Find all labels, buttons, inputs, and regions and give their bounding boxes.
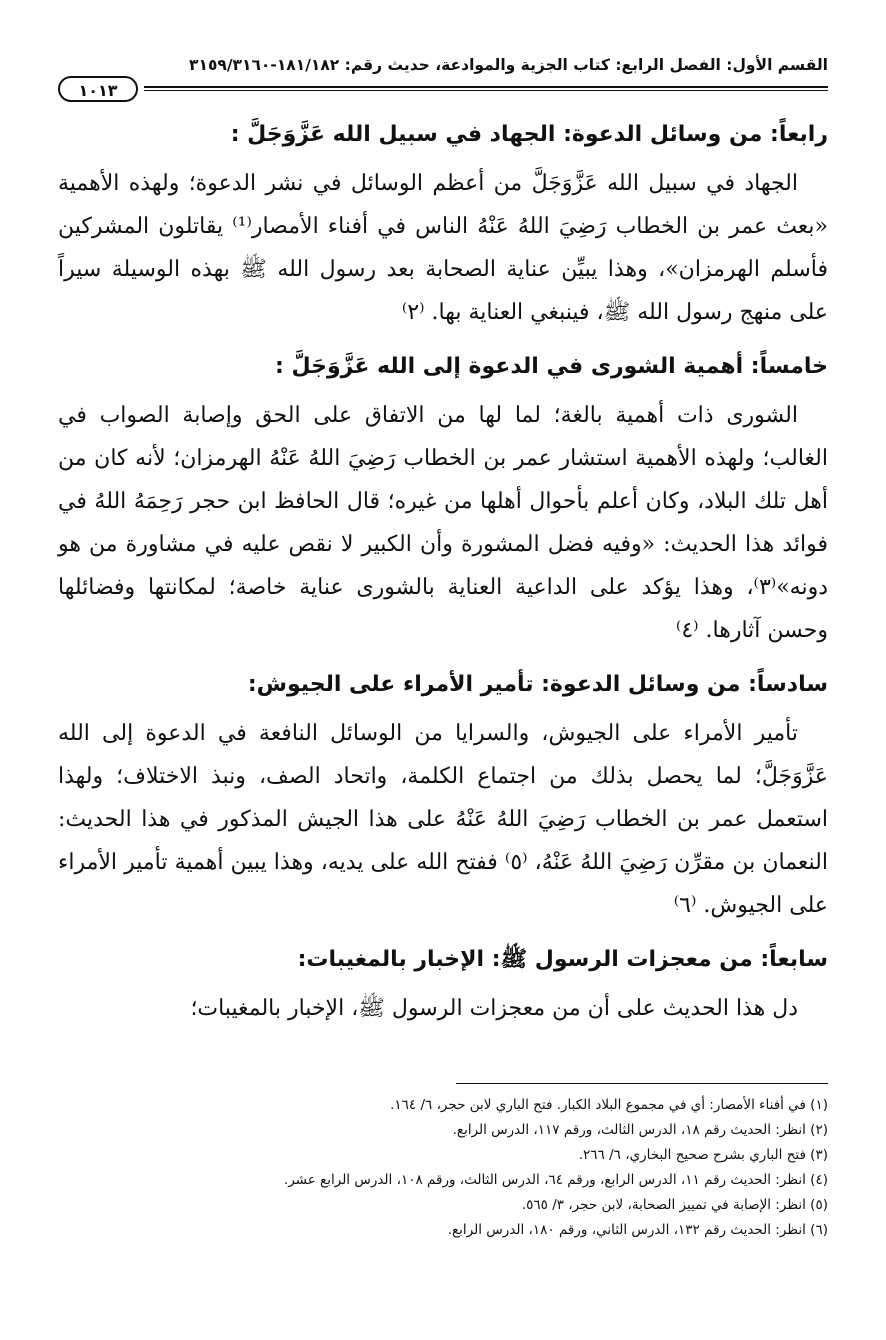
page-number: ١٠١٣ [58,76,138,102]
section-paragraph-4: الجهاد في سبيل الله عَزَّوَجَلَّ من أعظم الوسائل في نشر الدعوة؛ ولهذه الأهمية «بعث عمر بن الخطاب رَضِيَ اللهُ عَنْهُ الناس في أفناء الأمصار⁽¹⁾ يقاتلون المشركين فأسلم الهرمزان»، وهذا يبيِّن عناية الصحابة بعد رسول الله ﷺ بهذه الوسيلة سيراً على منهج رسول الله ﷺ، فينبغي العناية بها. ⁽٢⁾ [58,171,828,325]
footnote-1: (١) في أفناء الأمصار: أي في مجموع البلاد الكبار. فتح الباري لابن حجر، ٦/ ١٦٤. [390,1097,828,1113]
section-paragraph-7: دل هذا الحديث على أن من معجزات الرسول ﷺ، الإخبار بالمغيبات؛ [190,996,798,1021]
footnote-6: (٦) انظر: الحديث رقم ١٣٢، الدرس الثاني، ورقم ١٨٠، الدرس الرابع. [447,1222,828,1238]
section-heading-6: سادساً: من وسائل الدعوة: تأمير الأمراء على الجيوش: [247,672,828,697]
footnote-divider [456,1083,828,1084]
footnote-2: (٢) انظر: الحديث رقم ١٨، الدرس الثالث، ورقم ١١٧، الدرس الرابع. [452,1122,828,1138]
main-text [58,116,828,1044]
header-rule-thin [144,90,828,91]
section-heading-4: رابعاً: من وسائل الدعوة: الجهاد في سبيل الله عَزَّوَجَلَّ : [230,122,828,147]
section-heading-5: خامساً: أهمية الشورى في الدعوة إلى الله عَزَّوَجَلَّ : [275,354,828,379]
footnotes [58,1093,828,1243]
header-rule [144,86,828,88]
section-heading-7: سابعاً: من معجزات الرسول ﷺ: الإخبار بالمغيبات: [297,947,828,972]
running-head: القسم الأول: الفصل الرابع: كتاب الجزية والموادعة، حديث رقم: ١٨١/١٨٢-٣١٥٩/٣١٦٠ [189,56,828,74]
section-paragraph-5: الشورى ذات أهمية بالغة؛ لما لها من الاتفاق على الحق وإصابة الصواب في الغالب؛ ولهذه الأهمية استشار عمر بن الخطاب رَضِيَ اللهُ عَنْهُ الهرمزان؛ لأنه كان من أهل تلك البلاد، وكان أعلم بأحوال أهلها من غيره؛ قال الحافظ ابن حجر رَحِمَهُ اللهُ في فوائد هذا الحديث: «وفيه فضل المشورة وأن الكبير لا نقص عليه في مشاورة من هو دونه»⁽٣⁾، وهذا يؤكد على الداعية العناية بالشورى عناية خاصة؛ لمكانتها وفضائلها وحسن آثارها. ⁽٤⁾ [58,403,828,643]
section-paragraph-6: تأمير الأمراء على الجيوش، والسرايا من الوسائل النافعة في الدعوة إلى الله عَزَّوَجَلَّ؛ لما يحصل بذلك من اجتماع الكلمة، واتحاد الصف، ونبذ الاختلاف؛ ولهذا استعمل عمر بن الخطاب رَضِيَ اللهُ عَنْهُ على هذا الجيش المذكور في هذا الحديث: النعمان بن مقرِّن رَضِيَ اللهُ عَنْهُ، ⁽٥⁾ ففتح الله على يديه، وهذا يبين أهمية تأمير الأمراء على الجيوش. ⁽٦⁾ [58,721,828,918]
book-page [58,48,828,1318]
footnote-3: (٣) فتح الباري بشرح صحيح البخاري، ٦/ ٢٦٦. [578,1147,828,1163]
footnote-5: (٥) انظر: الإصابة في تمييز الصحابة، لابن حجر، ٣/ ٥٦٥. [521,1197,828,1213]
footnote-4: (٤) انظر: الحديث رقم ١١، الدرس الرابع، ورقم ٦٤، الدرس الثالث، ورقم ١٠٨، الدرس الرابع عشر. [283,1172,828,1188]
